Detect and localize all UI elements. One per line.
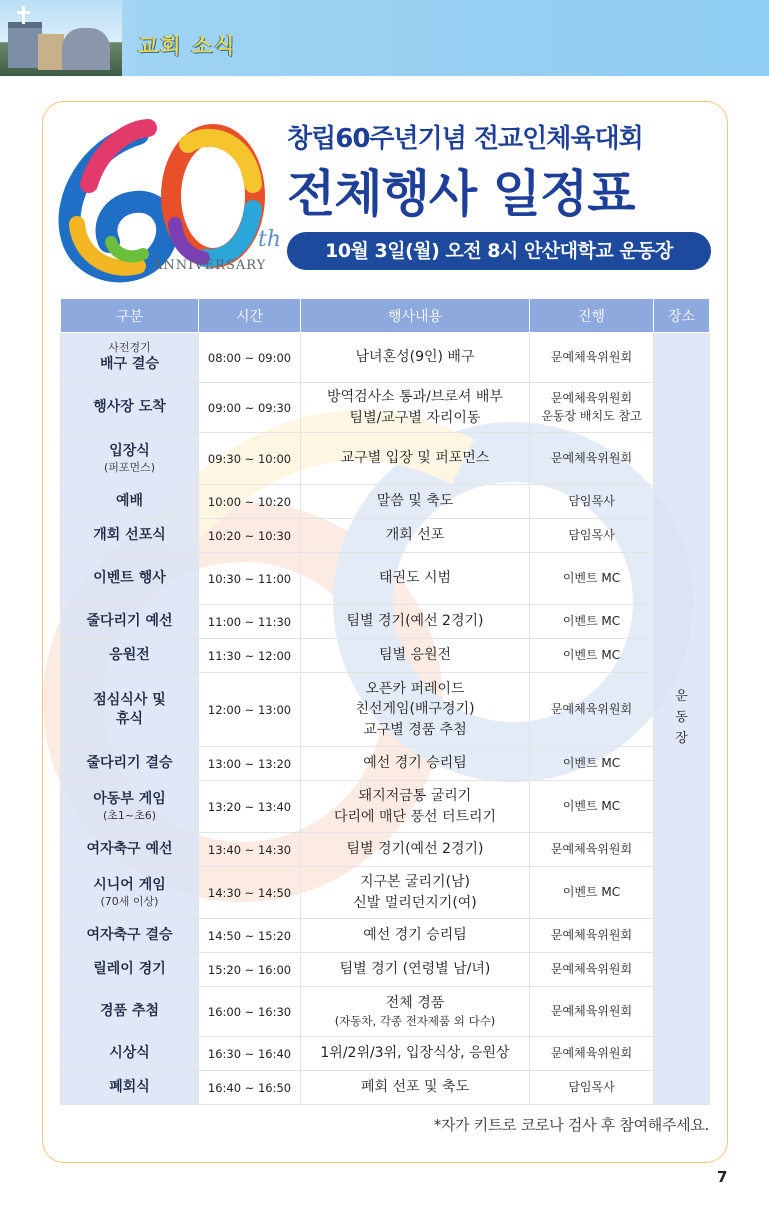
cell-category [61,953,199,987]
cell-time: 10:20 ~ 10:30 [199,519,301,553]
table-row [61,919,710,953]
cell-place: 운 동 장 [654,333,710,1105]
cell-content [301,383,530,433]
table-row [61,605,710,639]
cell-category [61,383,199,433]
cell-time: 10:00 ~ 10:20 [199,485,301,519]
cell-content [301,919,530,953]
cell-time: 13:40 ~ 14:30 [199,833,301,867]
cell-category [61,485,199,519]
cell-host: 문예체육위원회 운동장 배치도 참고 [530,383,654,433]
content-text: 지구본 굴리기(남) 신발 멀리던지기(여) [353,874,477,911]
table-row [61,987,710,1037]
category-label: 예배 [115,493,144,510]
cell-category [61,673,199,747]
cell-category [61,333,199,383]
section-title: 교회 소식 [138,34,237,58]
cell-category [61,987,199,1037]
cell-category [61,519,199,553]
cell-category [61,833,199,867]
cell-content [301,553,530,605]
cell-host: 담임목사 [530,1071,654,1105]
category-label: 점심식사 및 휴식 [93,691,166,727]
cell-host: 문예체육위원회 [530,919,654,953]
cell-host: 문예체육위원회 [530,433,654,485]
category-note: (초1~초6) [102,808,157,822]
category-label: 아동부 게임 [93,790,166,807]
category-label: 여자축구 예선 [86,841,173,858]
cell-time: 16:40 ~ 16:50 [199,1071,301,1105]
cell-content [301,747,530,781]
category-label: 응원전 [109,647,150,664]
table-row [61,485,710,519]
cell-host: 담임목사 [530,485,654,519]
cell-category [61,747,199,781]
logo-suffix: th [258,227,282,252]
cell-category [61,639,199,673]
cell-category [61,553,199,605]
cell-time: 08:00 ~ 09:00 [199,333,301,383]
table-row [61,383,710,433]
table-row [61,781,710,833]
cell-content [301,605,530,639]
cell-host: 문예체육위원회 [530,987,654,1037]
cell-category [61,605,199,639]
category-label: 폐회식 [109,1079,150,1096]
cell-time: 13:00 ~ 13:20 [199,747,301,781]
cell-time: 09:00 ~ 09:30 [199,383,301,433]
category-label: 여자축구 결승 [86,927,173,944]
category-sub-label: 사전경기 [108,340,151,354]
category-label: 줄다리기 결승 [86,755,173,772]
cell-host: 이벤트 MC [530,553,654,605]
table-row [61,519,710,553]
table-row [61,433,710,485]
cell-time: 13:20 ~ 13:40 [199,781,301,833]
category-note: (70세 이상) [100,894,159,908]
content-text: 방역검사소 통과/브로셔 배부 팀별/교구별 자리이동 [327,389,503,426]
cell-time: 16:30 ~ 16:40 [199,1037,301,1071]
cell-time: 10:30 ~ 11:00 [199,553,301,605]
cell-category [61,781,199,833]
cell-content [301,1037,530,1071]
table-row [61,639,710,673]
table-row [61,333,710,383]
cell-time: 11:30 ~ 12:00 [199,639,301,673]
cell-host: 문예체육위원회 [530,833,654,867]
cell-content [301,519,530,553]
schedule-table [60,298,710,1105]
content-small-text: (자동차, 각종 전자제품 외 다수) [334,1014,496,1029]
content-text: 팀별 응원전 [378,647,452,664]
event-title: 전체행사 일정표 [287,165,635,223]
category-label: 릴레이 경기 [93,961,166,978]
page-number: 7 [717,1168,728,1186]
table-row [61,673,710,747]
cell-host: 이벤트 MC [530,639,654,673]
cell-host: 이벤트 MC [530,781,654,833]
schedule-card [42,101,728,1163]
category-note: (퍼포먼스) [103,460,156,474]
col-header-place: 장소 [654,299,710,333]
cell-category [61,919,199,953]
content-text: 팀별 경기 (연령별 남/녀) [339,961,491,978]
cell-content [301,987,530,1037]
content-text: 교구별 입장 및 퍼포먼스 [340,450,490,467]
cell-time: 15:20 ~ 16:00 [199,953,301,987]
cell-host: 이벤트 MC [530,605,654,639]
cell-host: 문예체육위원회 [530,953,654,987]
col-header-category: 구분 [61,299,199,333]
content-text: 남녀혼성(9인) 배구 [355,349,475,366]
col-header-time: 시간 [199,299,301,333]
category-label: 배구 결승 [100,356,159,373]
event-subtitle: 창립60주년기념 전교인체육대회 [287,124,643,154]
table-row [61,553,710,605]
cell-content [301,867,530,919]
cell-content [301,781,530,833]
table-row [61,1071,710,1105]
content-text: 개회 선포 [385,527,445,544]
covid-note: *자가 키트로 코로나 검사 후 참여해주세요. [433,1116,709,1134]
content-text: 말씀 및 축도 [376,493,454,510]
content-text: 태권도 시범 [378,570,452,587]
content-text: 전체 경품 [385,995,445,1012]
cell-host: 담임목사 [530,519,654,553]
content-text: 예선 경기 승리팀 [363,755,467,772]
category-label: 줄다리기 예선 [86,613,173,630]
cell-time: 11:00 ~ 11:30 [199,605,301,639]
cell-category [61,867,199,919]
cell-category [61,1037,199,1071]
cell-content [301,639,530,673]
content-text: 오픈카 퍼레이드 친선게임(배구경기) 교구별 경품 추첨 [355,681,475,738]
cell-content [301,485,530,519]
table-row [61,1037,710,1071]
table-row [61,953,710,987]
table-row [61,747,710,781]
cell-content [301,953,530,987]
content-text: 1위/2위/3위, 입장식상, 응원상 [320,1045,510,1062]
cell-time: 09:30 ~ 10:00 [199,433,301,485]
category-label: 경품 추첨 [100,1003,159,1020]
category-label: 행사장 도착 [93,399,166,416]
cell-content [301,673,530,747]
cell-host: 문예체육위원회 [530,673,654,747]
cell-host: 이벤트 MC [530,867,654,919]
table-row [61,867,710,919]
category-label: 시상식 [109,1045,150,1062]
cell-host: 문예체육위원회 [530,1037,654,1071]
content-text: 돼지저금통 굴리기 다리에 매단 풍선 터트리기 [333,788,497,825]
anniversary-label: ANNIVERSARY [153,258,267,273]
content-text: 팀별 경기(예선 2경기) [346,613,484,630]
event-date-pill: 10월 3일(월) 오전 8시 안산대학교 운동장 [287,232,711,270]
category-label: 입장식 [109,442,150,459]
cell-time: 16:00 ~ 16:30 [199,987,301,1037]
col-header-content: 행사내용 [301,299,530,333]
cell-time: 12:00 ~ 13:00 [199,673,301,747]
cell-time: 14:50 ~ 15:20 [199,919,301,953]
cell-content [301,333,530,383]
table-row [61,833,710,867]
cell-content [301,1071,530,1105]
content-text: 팀별 경기(예선 2경기) [346,841,484,858]
cell-content [301,433,530,485]
category-label: 시니어 게임 [93,876,166,893]
cell-category [61,433,199,485]
col-header-host: 진행 [530,299,654,333]
content-text: 예선 경기 승리팀 [363,927,467,944]
category-label: 이벤트 행사 [93,570,166,587]
cell-host: 이벤트 MC [530,747,654,781]
church-photo [0,0,122,76]
cell-host: 문예체육위원회 [530,333,654,383]
cell-category [61,1071,199,1105]
cell-content [301,833,530,867]
table-header-row [61,299,710,333]
category-label: 개회 선포식 [93,527,166,544]
content-text: 폐회 선포 및 축도 [360,1079,470,1096]
cell-time: 14:30 ~ 14:50 [199,867,301,919]
